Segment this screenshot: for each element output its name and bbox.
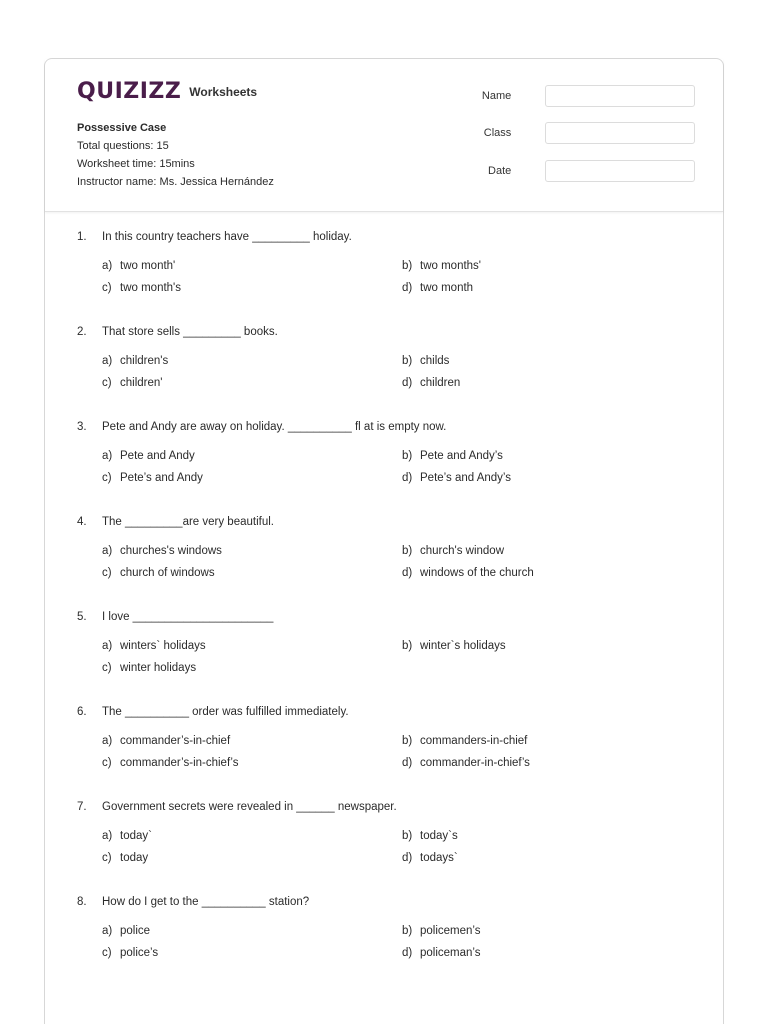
option-letter: a) — [102, 735, 113, 747]
option-letter: a) — [102, 260, 113, 272]
option-text: Pete’s and Andy — [120, 472, 203, 484]
option-letter: c) — [102, 662, 112, 674]
answer-option[interactable] — [402, 450, 697, 466]
answer-option[interactable] — [102, 355, 402, 371]
question-stem — [77, 896, 697, 912]
answer-options — [102, 735, 697, 773]
option-letter: c) — [102, 757, 112, 769]
option-text: today`s — [420, 830, 458, 842]
question-text: The __________ order was fulfilled immediately. — [102, 706, 349, 718]
instructor-name: Instructor name: Ms. Jessica Hernández — [77, 176, 274, 188]
question-number: 8. — [77, 896, 87, 908]
question-number: 4. — [77, 516, 87, 528]
option-letter: d) — [402, 947, 413, 959]
answer-option[interactable] — [102, 545, 402, 561]
option-text: children — [420, 377, 461, 389]
option-text: police’s — [120, 947, 159, 959]
question-item — [77, 516, 697, 611]
worksheet — [44, 58, 724, 1024]
answer-option[interactable] — [402, 545, 697, 561]
option-letter: b) — [402, 735, 413, 747]
answer-options — [102, 450, 697, 488]
name-field — [479, 85, 695, 107]
option-text: winter holidays — [120, 662, 197, 674]
option-text: police — [120, 925, 151, 937]
date-input[interactable] — [545, 160, 695, 182]
question-item — [77, 611, 697, 706]
answer-options — [102, 355, 697, 393]
worksheet-time: Worksheet time: 15mins — [77, 158, 195, 170]
option-text: policemen’s — [420, 925, 481, 937]
option-text: two months' — [420, 260, 481, 272]
question-item — [77, 896, 697, 991]
option-letter: a) — [102, 830, 113, 842]
option-letter: b) — [402, 355, 413, 367]
question-number: 3. — [77, 421, 87, 433]
option-letter: c) — [102, 947, 112, 959]
answer-option[interactable] — [402, 640, 697, 656]
option-letter: c) — [102, 852, 112, 864]
option-text: winter`s holidays — [420, 640, 506, 652]
answer-option[interactable] — [102, 852, 402, 868]
option-text: commanders-in-chief — [420, 735, 528, 747]
answer-options — [102, 640, 697, 678]
option-letter: a) — [102, 450, 113, 462]
question-stem — [77, 421, 697, 437]
option-letter: c) — [102, 282, 112, 294]
option-letter: d) — [402, 852, 413, 864]
option-letter: a) — [102, 640, 113, 652]
option-text: commander’s-in-chief’s — [120, 757, 239, 769]
answer-option[interactable] — [102, 735, 402, 751]
question-text: How do I get to the __________ station? — [102, 896, 310, 908]
answer-option[interactable] — [402, 282, 697, 298]
option-text: windows of the church — [420, 567, 534, 579]
date-field — [479, 160, 695, 182]
option-text: two month' — [120, 260, 176, 272]
question-text: I love ______________________ — [102, 611, 274, 623]
question-number: 7. — [77, 801, 87, 813]
question-item — [77, 801, 697, 896]
question-item — [77, 421, 697, 516]
answer-options — [102, 925, 697, 963]
worksheet-meta — [77, 119, 274, 191]
option-text: Pete and Andy — [120, 450, 195, 462]
option-letter: d) — [402, 472, 413, 484]
option-letter: c) — [102, 472, 112, 484]
question-stem — [77, 231, 697, 247]
answer-option[interactable] — [102, 925, 402, 941]
question-text: That store sells _________ books. — [102, 326, 278, 338]
option-text: commander’s-in-chief — [120, 735, 231, 747]
answer-option[interactable] — [102, 450, 402, 466]
total-questions: Total questions: 15 — [77, 140, 169, 152]
answer-option[interactable] — [402, 925, 697, 941]
option-text: church of windows — [120, 567, 215, 579]
question-stem — [77, 611, 697, 627]
option-text: children's — [120, 355, 169, 367]
question-text: Pete and Andy are away on holiday. __________ fl at is empty now. — [102, 421, 447, 433]
option-text: two month — [420, 282, 474, 294]
option-letter: a) — [102, 355, 113, 367]
question-item — [77, 231, 697, 326]
option-text: today — [120, 852, 149, 864]
answer-option[interactable] — [402, 757, 697, 773]
answer-option[interactable] — [102, 567, 402, 583]
question-item — [77, 326, 697, 421]
option-text: Pete and Andy’s — [420, 450, 503, 462]
answer-option[interactable] — [102, 260, 402, 276]
answer-option[interactable] — [102, 947, 402, 963]
option-letter: d) — [402, 377, 413, 389]
answer-option[interactable] — [102, 757, 402, 773]
question-stem — [77, 801, 697, 817]
answer-option[interactable] — [102, 662, 402, 678]
answer-option[interactable] — [402, 377, 697, 393]
class-label: Class — [483, 127, 512, 139]
answer-option[interactable] — [102, 377, 402, 393]
answer-option[interactable] — [402, 830, 697, 846]
answer-option[interactable] — [402, 852, 697, 868]
question-stem — [77, 706, 697, 722]
question-text: In this country teachers have _________ holiday. — [102, 231, 352, 243]
question-number: 2. — [77, 326, 87, 338]
answer-option[interactable] — [402, 260, 697, 276]
option-letter: b) — [402, 925, 413, 937]
option-letter: b) — [402, 545, 413, 557]
name-label: Name — [481, 90, 512, 102]
option-letter: a) — [102, 925, 113, 937]
answer-option[interactable] — [102, 830, 402, 846]
option-letter: b) — [402, 260, 413, 272]
question-number: 5. — [77, 611, 87, 623]
logo-subtitle: Worksheets — [189, 84, 258, 99]
option-text: policeman’s — [420, 947, 481, 959]
question-text: The _________are very beautiful. — [102, 516, 274, 528]
question-number: 1. — [77, 231, 87, 243]
answer-option[interactable] — [402, 355, 697, 371]
name-input[interactable] — [545, 85, 695, 107]
question-text: Government secrets were revealed in ______ newspaper. — [102, 801, 397, 813]
option-letter: d) — [402, 567, 413, 579]
question-item — [77, 706, 697, 801]
option-letter: c) — [102, 377, 112, 389]
option-letter: d) — [402, 282, 413, 294]
question-list — [77, 231, 697, 991]
option-text: today` — [120, 830, 152, 842]
answer-options — [102, 830, 697, 868]
option-letter: c) — [102, 567, 112, 579]
option-text: winters` holidays — [120, 640, 206, 652]
option-letter: b) — [402, 640, 413, 652]
answer-option[interactable] — [102, 640, 402, 656]
answer-option[interactable] — [402, 947, 697, 963]
answer-option[interactable] — [102, 282, 402, 298]
class-field — [479, 122, 695, 144]
answer-options — [102, 260, 697, 298]
answer-option[interactable] — [102, 472, 402, 488]
option-text: todays` — [420, 852, 458, 864]
option-letter: d) — [402, 757, 413, 769]
option-text: children' — [120, 377, 163, 389]
question-number: 6. — [77, 706, 87, 718]
question-stem — [77, 326, 697, 342]
answer-option[interactable] — [402, 472, 697, 488]
answer-options — [102, 545, 697, 583]
worksheet-title: Possessive Case — [77, 122, 167, 134]
option-text: two month's — [120, 282, 181, 294]
worksheet-header — [45, 59, 723, 212]
quizizz-logo: QUIZIZZ — [77, 79, 182, 104]
option-letter: a) — [102, 545, 113, 557]
option-text: Pete’s and Andy’s — [420, 472, 512, 484]
option-letter: b) — [402, 830, 413, 842]
option-text: churches's windows — [120, 545, 222, 557]
answer-option[interactable] — [402, 735, 697, 751]
question-stem — [77, 516, 697, 532]
option-text: church's window — [420, 545, 505, 557]
class-input[interactable] — [545, 122, 695, 144]
date-label: Date — [488, 165, 512, 177]
answer-option[interactable] — [402, 567, 697, 583]
option-text: commander-in-chief’s — [420, 757, 530, 769]
logo — [77, 79, 257, 104]
option-letter: b) — [402, 450, 413, 462]
option-text: childs — [420, 355, 450, 367]
